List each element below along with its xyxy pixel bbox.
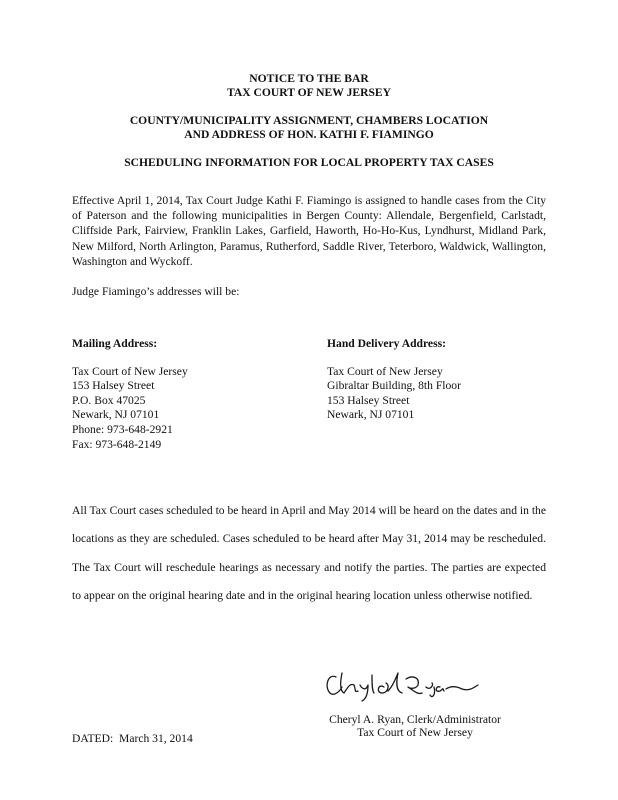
schedule-notice-paragraph: All Tax Court cases scheduled to be heard in April and May 2014 will be heard on the dates and in the locations as they are scheduled. Cases scheduled to be heard after May 31, 2014 may be rescheduled. The Tax Court will reschedule hearings as necessary and notify the parties. The parties are expected to appear on the original hearing date and in the original hearing location unless otherwise notified. [72, 504, 546, 602]
mailing-line: Tax Court of New Jersey [72, 364, 188, 378]
heading-line-2: TAX COURT OF NEW JERSEY [226, 85, 392, 99]
intro-paragraph: Effective April 1, 2014, Tax Court Judge Kathi F. Fiamingo is assigned to handle cases from the City of Paterson and the following municipalities in Bergen County: Allendale, Bergenfield, Carlstadt, Cliffside Park, Fairview, Franklin Lakes, Garfield, Haworth, Ho-Ho-Kus, Lyndhurst, Midland Park, New Milford, North Arlington, Paramus, Rutherford, Saddle River, Teterboro, Waldwick, Wallington, Washington and Wyckoff. [72, 194, 546, 268]
assignment-heading [0, 114, 618, 141]
signature-block [290, 713, 540, 739]
heading-line-3: COUNTY/MUNICIPALITY ASSIGNMENT, CHAMBERS LOCATION [129, 114, 489, 127]
mailing-address-title: Mailing Address: [72, 337, 158, 350]
hand-delivery-line: Newark, NJ 07101 [327, 408, 415, 422]
heading-line-5: SCHEDULING INFORMATION FOR LOCAL PROPERTY TAX CASES [124, 156, 494, 169]
heading-line-4: AND ADDRESS OF HON. KATHI F. FIAMINGO [184, 127, 434, 141]
hand-delivery-line: 153 Halsey Street [327, 393, 410, 407]
hand-delivery-title: Hand Delivery Address: [327, 337, 446, 350]
scheduling-heading [0, 156, 618, 170]
mailing-line: P.O. Box 47025 [72, 393, 146, 407]
hand-delivery-address-block [327, 337, 461, 423]
notice-title [0, 72, 618, 99]
hand-delivery-line: Tax Court of New Jersey [327, 364, 443, 378]
addresses-intro: Judge Fiamingo’s addresses will be: [72, 285, 240, 298]
signatory-organization: Tax Court of New Jersey [357, 726, 473, 739]
heading-line-1: NOTICE TO THE BAR [249, 72, 369, 85]
hand-delivery-line: Gibraltar Building, 8th Floor [327, 379, 461, 393]
dated-line: DATED: March 31, 2014 [72, 732, 193, 745]
handwritten-signature [322, 665, 482, 705]
signatory-name: Cheryl A. Ryan, Clerk/Administrator [329, 713, 501, 726]
mailing-line: Newark, NJ 07101 [72, 408, 160, 422]
mailing-phone: Phone: 973-648-2921 [72, 422, 173, 436]
mailing-line: 153 Halsey Street [72, 379, 155, 393]
mailing-address-block [72, 337, 188, 452]
mailing-fax: Fax: 973-648-2149 [72, 437, 162, 451]
